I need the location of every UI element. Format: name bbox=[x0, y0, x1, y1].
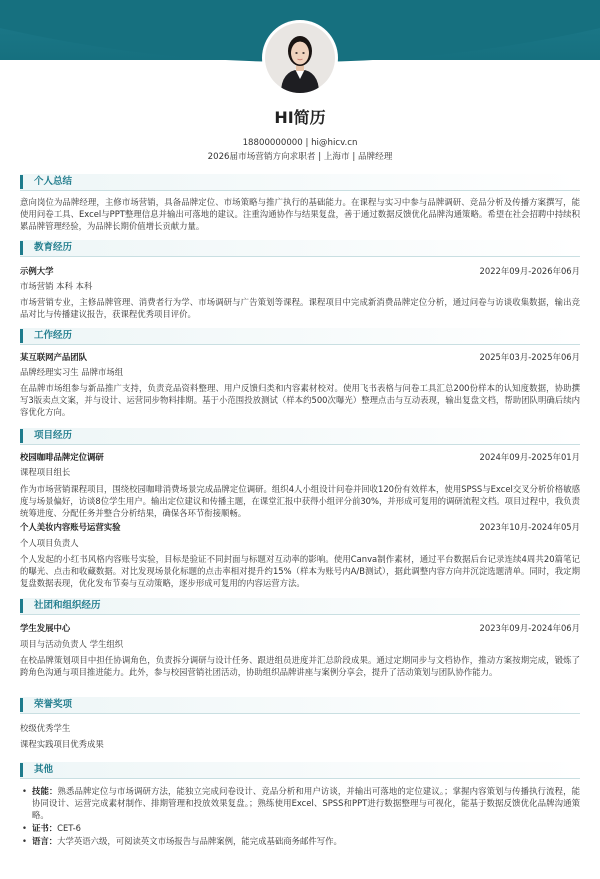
list-item bbox=[20, 835, 580, 847]
resume-name: HI简历 bbox=[274, 108, 326, 127]
project-date: 2024年09月-2025年01月 bbox=[479, 452, 580, 462]
project-date: 2023年10月-2024年05月 bbox=[479, 522, 580, 532]
section-title: 个人总结 bbox=[34, 176, 73, 187]
section-summary-header bbox=[20, 174, 580, 190]
education-text: 市场营销专业，主修品牌管理、消费者行为学、市场调研与广告策划等课程。课程项目中完成新消费品牌定位分析，通过问卷与访谈收集数据，输出竞品对比与传播建议报告，获课程优秀项目评价。 bbox=[20, 297, 580, 319]
section-title: 其他 bbox=[34, 764, 54, 775]
section-bar bbox=[20, 698, 23, 712]
item-text: 大学英语六级，可阅读英文市场报告与品牌案例，能完成基础商务邮件写作。 bbox=[57, 836, 342, 846]
section-bar bbox=[20, 429, 23, 443]
job-intent: 2026届市场营销方向求职者 | 上海市 | 品牌经理 bbox=[207, 152, 393, 162]
project-text: 作为市场营销课程项目，围绕校园咖啡消费场景完成品牌定位调研。组织4人小组设计问卷并回收120份有效样本，使用SPSS与Excel交叉分析价格敏感度与场景偏好，访谈8位学生用户。输出定位建议和传播主题，在课堂汇报中获得小组评分前30%，并形成可复用的调研流程文档。项目过程中，我负责统筹进度、分配任务并整合分析结果，确保各环节衔接顺畅。 bbox=[20, 484, 580, 518]
honor-item: 课程实践项目优秀成果 bbox=[20, 739, 104, 749]
item-label: 技能： bbox=[32, 786, 58, 796]
education-row bbox=[20, 265, 580, 277]
project-name: 个人美妆内容账号运营实验 bbox=[20, 522, 121, 532]
bullet-icon: • bbox=[22, 786, 27, 796]
project-row bbox=[20, 521, 580, 533]
item-text: 熟悉品牌定位与市场调研方法，能独立完成问卷设计、竞品分析和用户访谈，并输出可落地的定位建议。；掌握内容策划与传播执行流程，能协同设计、运营完成素材制作、排期管理和投放效果复盘。；熟练使用Excel、SPSS和PPT进行数据整理与可视化，能基于数据反馈优化品牌沟通策略。 bbox=[32, 786, 580, 820]
section-rule bbox=[20, 614, 580, 615]
section-rule bbox=[20, 713, 580, 714]
education-degree: 市场营销 本科 本科 bbox=[20, 281, 93, 291]
item-text: CET-6 bbox=[57, 823, 81, 833]
section-title: 项目经历 bbox=[34, 430, 73, 441]
campus-date: 2023年09月-2024年06月 bbox=[479, 623, 580, 633]
project-role: 个人项目负责人 bbox=[20, 538, 79, 548]
summary-text: 意向岗位为品牌经理，主修市场营销，具备品牌定位、市场策略与推广执行的基础能力。在课程与实习中参与品牌调研、竞品分析及传播方案撰写，能使用问卷工具、Excel与PPT整理信息并输出可落地的建议。注重沟通协作与结果复盘，善于通过数据反馈优化品牌沟通策略。希望在社会招聘中持续积累品牌管理经验，为品牌长期价值增长贡献力量。 bbox=[20, 197, 580, 231]
contact-info: 18800000000 | hi@hicv.cn bbox=[242, 138, 358, 148]
work-row bbox=[20, 351, 580, 363]
list-item bbox=[20, 822, 580, 834]
section-rule bbox=[20, 256, 580, 257]
project-role: 课程项目组长 bbox=[20, 467, 71, 477]
section-rule bbox=[20, 190, 580, 191]
section-bar bbox=[20, 599, 23, 613]
section-title: 工作经历 bbox=[34, 330, 73, 341]
section-title: 社团和组织经历 bbox=[34, 600, 101, 611]
education-date: 2022年09月-2026年06月 bbox=[479, 266, 580, 276]
bullet-icon: • bbox=[22, 823, 27, 833]
section-bar bbox=[20, 329, 23, 343]
item-label: 证书： bbox=[32, 823, 58, 833]
section-projects-header bbox=[20, 428, 580, 444]
list-item bbox=[20, 785, 580, 821]
section-work-header bbox=[20, 328, 580, 344]
section-others-header bbox=[20, 762, 580, 778]
bullet-icon: • bbox=[22, 836, 27, 846]
section-honors-header bbox=[20, 697, 580, 713]
others-list bbox=[20, 785, 580, 848]
campus-row bbox=[20, 622, 580, 634]
project-name: 校园咖啡品牌定位调研 bbox=[20, 452, 104, 462]
section-bar bbox=[20, 241, 23, 255]
section-bar bbox=[20, 763, 23, 777]
work-date: 2025年03月-2025年06月 bbox=[479, 352, 580, 362]
work-text: 在品牌市场组参与新品推广支持，负责竞品资料整理、用户反馈归类和内容素材校对。使用飞书表格与问卷工具汇总200份样本的认知度数据，协助撰写3版卖点文案，并与设计、运营同步物料排期。基于小范围投放测试（样本约500次曝光）整理点击与互动表现，输出复盘文档，帮助团队明确后续内容优化方向。 bbox=[20, 383, 580, 417]
section-rule bbox=[20, 344, 580, 345]
company-name: 某互联网产品团队 bbox=[20, 352, 87, 362]
section-rule bbox=[20, 778, 580, 779]
project-row bbox=[20, 451, 580, 463]
section-title: 荣誉奖项 bbox=[34, 699, 73, 710]
school-name: 示例大学 bbox=[20, 266, 54, 276]
section-rule bbox=[20, 444, 580, 445]
portrait-photo bbox=[265, 23, 335, 93]
honor-item: 校级优秀学生 bbox=[20, 723, 71, 733]
section-title: 教育经历 bbox=[34, 242, 73, 253]
campus-role: 项目与活动负责人 学生组织 bbox=[20, 639, 124, 649]
org-name: 学生发展中心 bbox=[20, 623, 71, 633]
campus-text: 在校品牌策划项目中担任协调角色，负责拆分调研与设计任务、跟进组员进度并汇总阶段成果。通过定期同步与文档协作，推动方案按期完成，锻炼了跨角色沟通与项目推进能力。此外，参与校园营销社团活动，协助组织品牌讲座与案例分享会，提升了活动策划与团队协作能力。 bbox=[20, 655, 580, 677]
item-label: 语言： bbox=[32, 836, 58, 846]
project-text: 个人发起的小红书风格内容账号实验，目标是验证不同封面与标题对互动率的影响。使用Canva制作素材，通过平台数据后台记录连续4周共20篇笔记的曝光、点击和收藏数据。对比发现场景化标题的点击率相对提升约15%（样本为账号内A/B测试），据此调整内容方向并沉淀选题清单。同时，我定期复盘数据表现，优化发布节奏与互动策略，逐步形成可复用的内容运营方法。 bbox=[20, 554, 580, 588]
work-role: 品牌经理实习生 品牌市场组 bbox=[20, 367, 124, 377]
section-bar bbox=[20, 175, 23, 189]
avatar bbox=[262, 20, 338, 96]
section-education-header bbox=[20, 240, 580, 256]
section-campus-header bbox=[20, 598, 580, 614]
